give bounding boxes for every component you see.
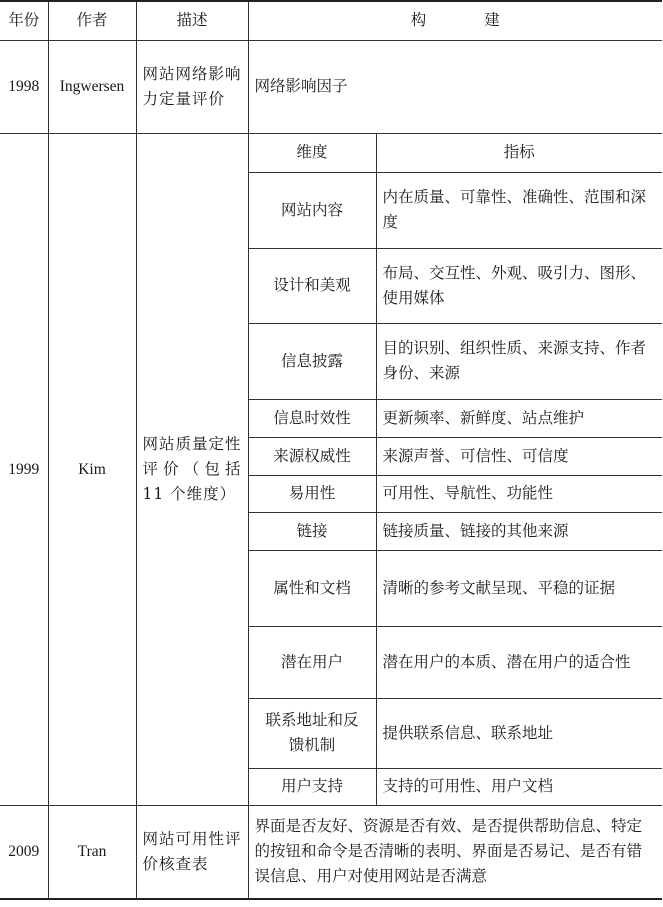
indicator-cell: 目的识别、组织性质、来源支持、作者身份、来源 [376, 323, 662, 399]
indicator-cell: 潜在用户的本质、潜在用户的适合性 [376, 626, 662, 698]
dimension-cell: 潜在用户 [248, 626, 376, 698]
indicator-cell: 内在质量、可靠性、准确性、范围和深度 [376, 172, 662, 248]
year-cell: 1998 [0, 40, 48, 133]
header-desc: 描述 [136, 1, 248, 40]
dimension-cell: 属性和文档 [248, 550, 376, 626]
build-cell: 界面是否友好、资源是否有效、是否提供帮助信息、特定的按钮和命令是否清晰的表明、界面是否易记、是否有错误信息、用户对使用网站是否满意 [248, 805, 662, 899]
year-cell: 2009 [0, 805, 48, 899]
indicator-cell: 清晰的参考文献呈现、平稳的证据 [376, 550, 662, 626]
indicator-cell: 提供联系信息、联系地址 [376, 698, 662, 768]
build-cell: 网络影响因子 [248, 40, 662, 133]
header-row [0, 1, 662, 40]
table-row-2009 [0, 805, 662, 899]
dimension-cell: 信息时效性 [248, 399, 376, 437]
dimension-cell: 易用性 [248, 475, 376, 512]
dimension-cell: 信息披露 [248, 323, 376, 399]
author-cell: Tran [48, 805, 136, 899]
header-build: 构建 [248, 1, 662, 40]
author-cell: Ingwersen [48, 40, 136, 133]
table-row-1999-sub-header [0, 133, 662, 172]
dimension-cell: 网站内容 [248, 172, 376, 248]
indicator-cell: 链接质量、链接的其他来源 [376, 512, 662, 550]
header-author: 作者 [48, 1, 136, 40]
author-cell: Kim [48, 133, 136, 805]
desc-cell: 网站可用性评价核查表 [136, 805, 248, 899]
indicator-cell: 支持的可用性、用户文档 [376, 768, 662, 805]
header-year: 年份 [0, 1, 48, 40]
dimension-cell: 链接 [248, 512, 376, 550]
dimension-cell: 设计和美观 [248, 248, 376, 323]
dimension-cell: 用户支持 [248, 768, 376, 805]
indicator-cell: 布局、交互性、外观、吸引力、图形、使用媒体 [376, 248, 662, 323]
sub-header-dimension: 维度 [248, 133, 376, 172]
indicator-cell: 更新频率、新鲜度、站点维护 [376, 399, 662, 437]
indicator-cell: 可用性、导航性、功能性 [376, 475, 662, 512]
desc-cell: 网站网络影响力定量评价 [136, 40, 248, 133]
table-row-1998 [0, 40, 662, 133]
sub-header-indicator: 指标 [376, 133, 662, 172]
indicator-cell: 来源声誉、可信性、可信度 [376, 437, 662, 475]
year-cell: 1999 [0, 133, 48, 805]
dimension-cell: 联系地址和反馈机制 [248, 698, 376, 768]
dimension-cell: 来源权威性 [248, 437, 376, 475]
desc-cell: 网站质量定性评价（包括 11 个维度） [136, 133, 248, 805]
